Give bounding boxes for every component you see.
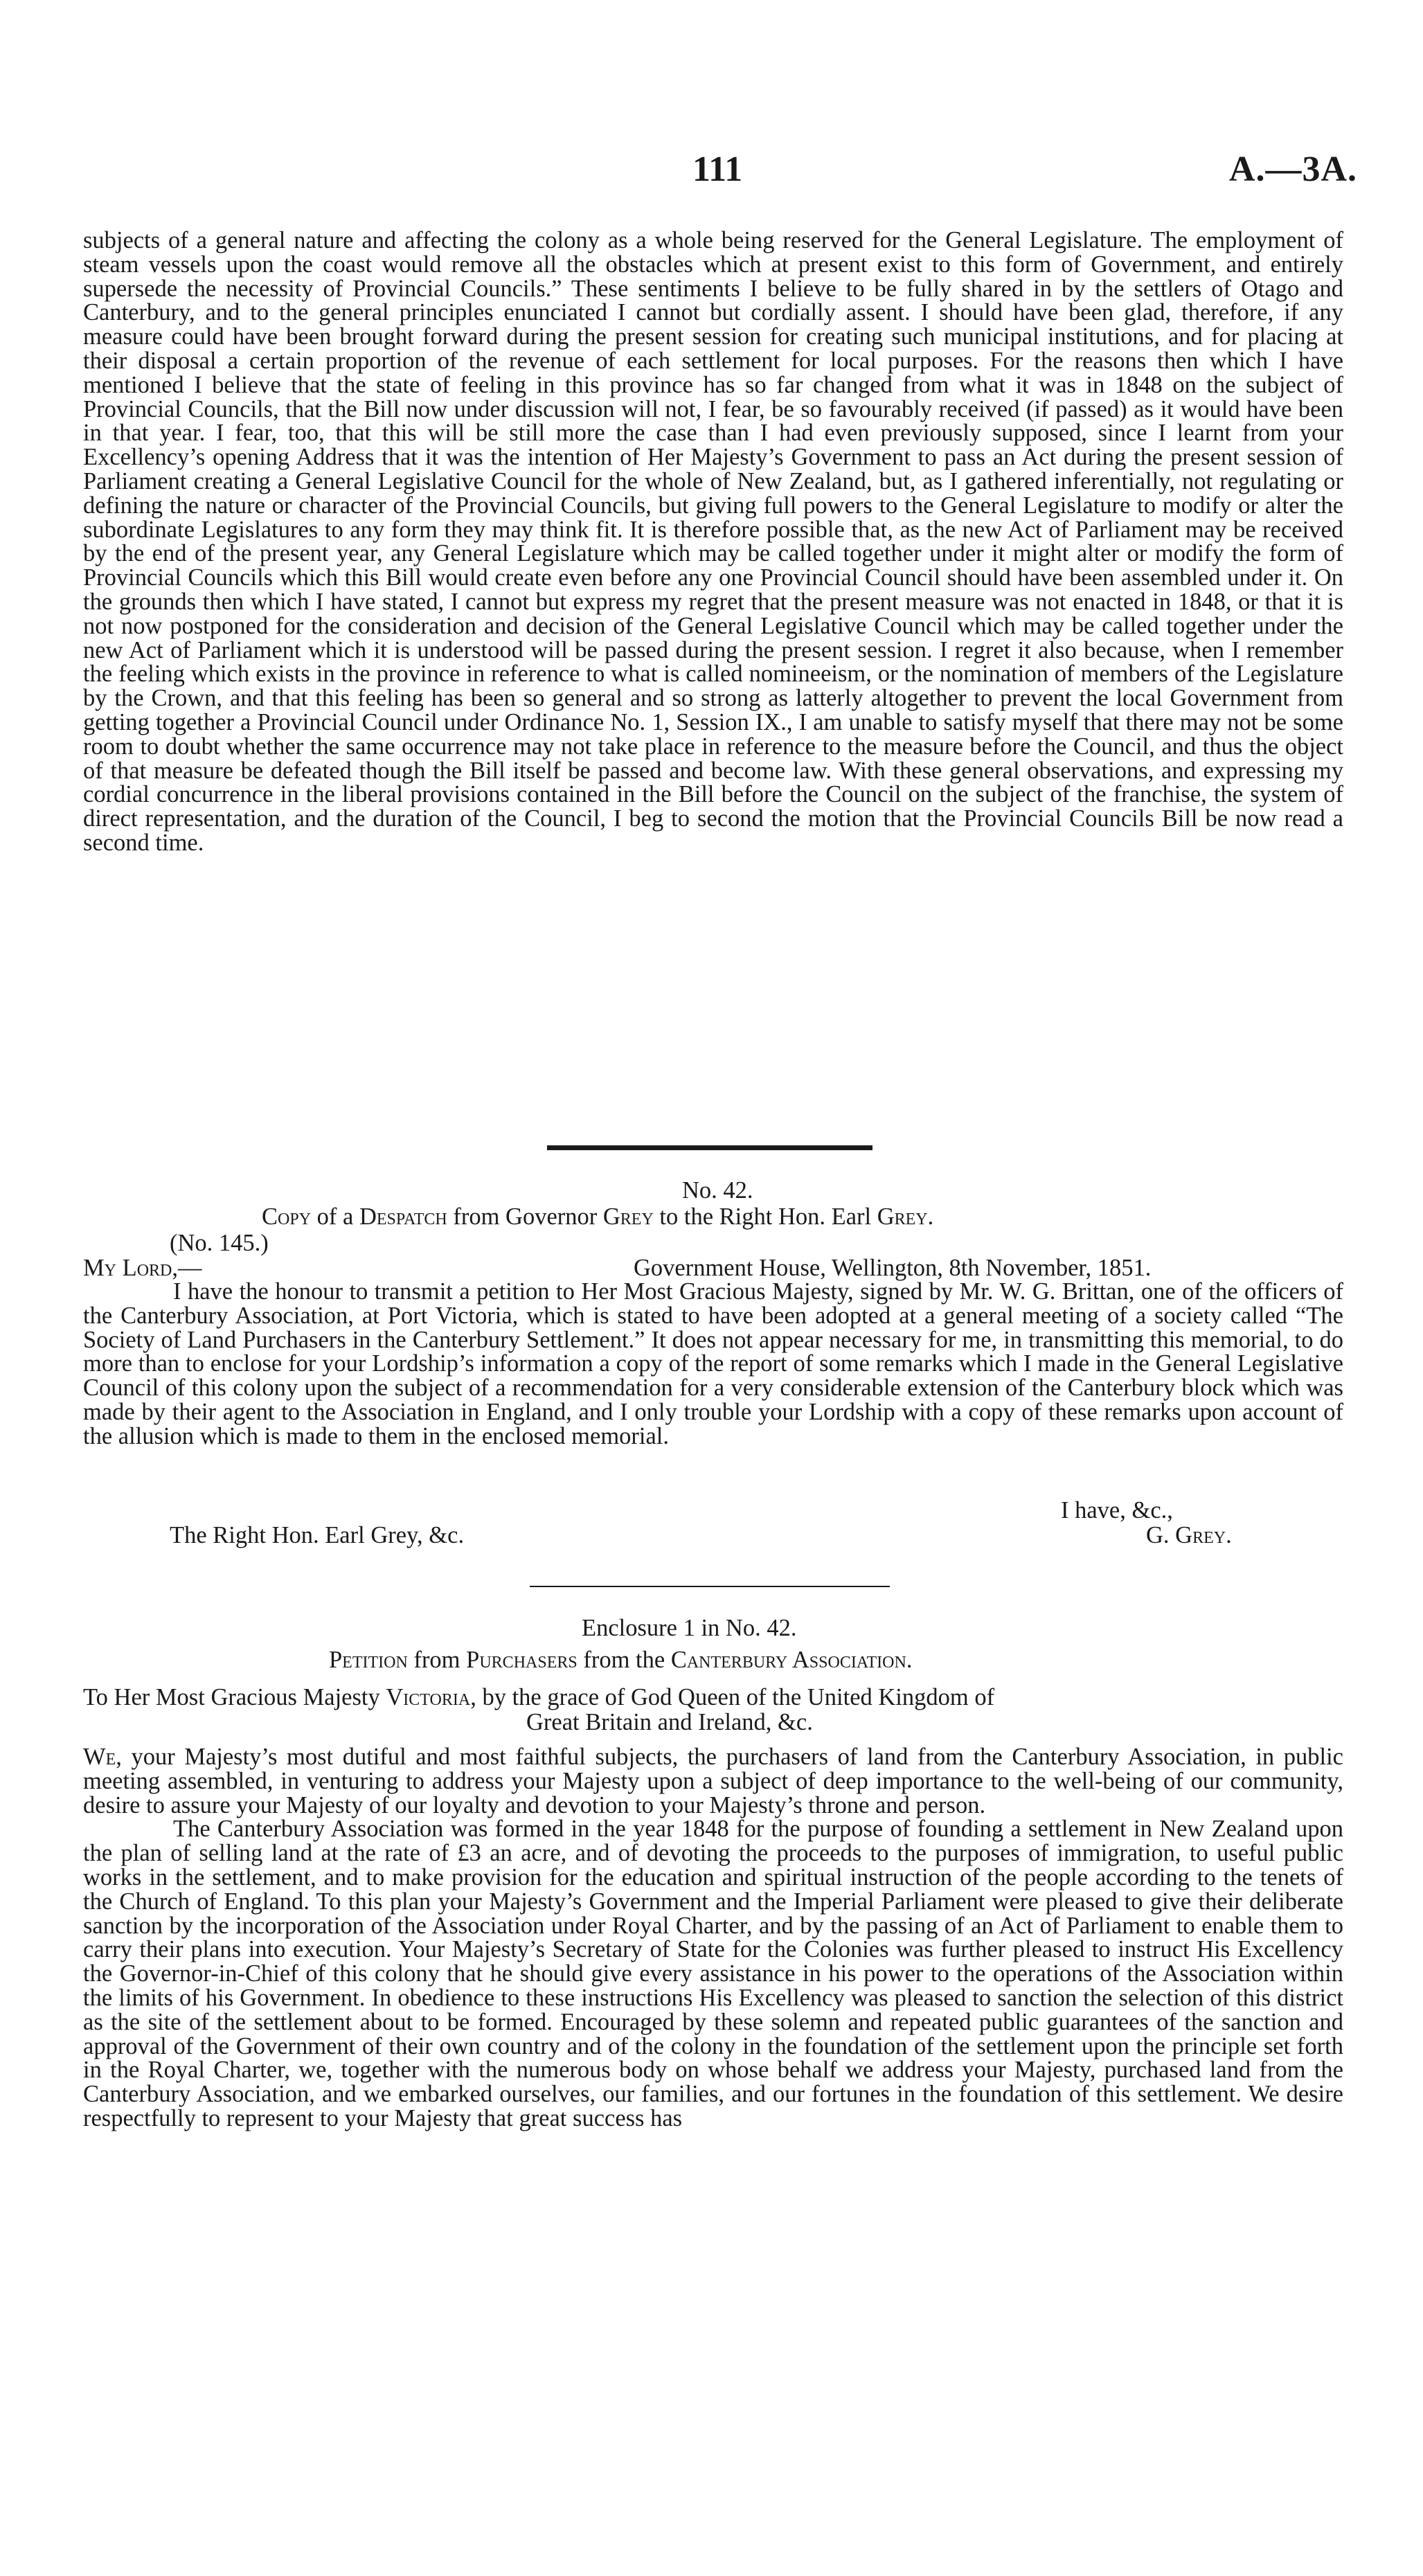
page-header bbox=[0, 149, 1423, 197]
petition-address-post: , by the grace of God Queen of the United Kingdom of bbox=[470, 1684, 995, 1710]
despatch-number: No. 42. bbox=[682, 1177, 753, 1204]
despatch-title bbox=[262, 1204, 933, 1231]
enclosure-title-the: from the bbox=[583, 1647, 665, 1673]
despatch-closing: I have, &c., bbox=[1061, 1497, 1173, 1523]
petition-body-section bbox=[83, 1745, 1343, 2131]
petition-we: We bbox=[83, 1744, 116, 1770]
despatch-title-despatch: Despatch bbox=[359, 1204, 447, 1230]
page-number: 111 bbox=[692, 150, 743, 189]
enclosure-title-from: from bbox=[413, 1647, 460, 1673]
despatch-addressee: The Right Hon. Earl Grey, &c. bbox=[170, 1522, 465, 1548]
despatch-title-to: to the Right Hon. Earl bbox=[659, 1204, 872, 1230]
despatch-title-of-a: of a bbox=[316, 1204, 354, 1230]
section-divider-thin bbox=[530, 1586, 890, 1587]
paper-reference: A.—3A. bbox=[1228, 150, 1357, 189]
petition-address-pre: To Her Most Gracious Majesty bbox=[83, 1684, 380, 1710]
enclosure-title-petition: Petition bbox=[329, 1647, 408, 1673]
opening-section bbox=[83, 229, 1343, 855]
enclosure-title-association: Canterbury Association. bbox=[670, 1647, 913, 1673]
petition-paragraph-1-text: , your Majesty’s most dutiful and most faithful subjects, the purchasers of land from the Canterbury Association, in public meeting assembled, in venturing to address your Majesty upon a subject of deep importance to the well-being of our community, desire to assure your Majesty of our loyalty and devotion to your Majesty’s throne and person. bbox=[83, 1744, 1343, 1818]
despatch-title-grey: Grey bbox=[602, 1204, 654, 1230]
despatch-ref-number: (No. 145.) bbox=[170, 1230, 269, 1256]
petition-address-line-2: Great Britain and Ireland, &c. bbox=[526, 1709, 813, 1735]
enclosure-heading: Enclosure 1 in No. 42. bbox=[582, 1615, 797, 1641]
despatch-body-section bbox=[83, 1280, 1343, 1449]
despatch-place-date: Government House, Wellington, 8th November, 1851. bbox=[634, 1255, 1152, 1281]
petition-address-victoria: Victoria bbox=[386, 1684, 471, 1710]
despatch-title-from: from Governor bbox=[453, 1204, 598, 1230]
despatch-signature: G. Grey. bbox=[1146, 1522, 1232, 1548]
despatch-salutation: My Lord,— bbox=[83, 1255, 202, 1281]
despatch-body: I have the honour to transmit a petition to Her Most Gracious Majesty, signed by Mr. W. G. Brittan, one of the officers of the Canterbury Association, at Port Victoria, which is stated to have been adopted at a general meeting of a society called “The Society of Land Purchasers in the Canterbury Settlement.” It does not appear necessary for me, in transmitting this memorial, to do more than to enclose for your Lordship’s information a copy of the report of some remarks which I made in the General Legislative Council of this colony upon the subject of a recommendation for a very considerable extension of the Canterbury block which was made by their agent to the Association in England, and I only trouble your Lordship with a copy of these remarks upon account of the allusion which is made to them in the enclosed memorial. bbox=[83, 1278, 1343, 1449]
petition-address-line-1 bbox=[83, 1684, 994, 1711]
petition-paragraph-2: The Canterbury Association was formed in the year 1848 for the purpose of founding a settlement in New Zealand upon the plan of selling land at the rate of £3 an acre, and of devoting the proceeds to the purposes of immigration, to useful public works in the settlement, and to make provision for the education and spiritual instruction of the people according to the tenets of the Church of England. To this plan your Majesty’s Government and the Imperial Parliament were pleased to give their deliberate sanction by the incorporation of the Association under Royal Charter, and by the passing of an Act of Parliament to enable them to carry their plans into execution. Your Majesty’s Secretary of State for the Colonies was further pleased to instruct His Excellency the Governor-in-Chief of this colony that he should give every assistance in his power to the operations of the Association within the limits of his Government. In obedience to these instructions His Excellency was pleased to sanction the selection of this district as the site of the settlement about to be formed. Encouraged by these solemn and repeated public guarantees of the sanction and approval of the Government of their own country and of the colony in the foundation of the settlement upon the principle set forth in the Royal Charter, we, together with the numerous body on whose behalf we address your Majesty, purchased land from the Canterbury Association, and we embarked ourselves, our families, and our fortunes in the foundation of this settlement. We desire respectfully to represent to your Majesty that great success has bbox=[83, 1816, 1343, 2131]
enclosure-title bbox=[329, 1647, 912, 1674]
enclosure-title-purchasers: Purchasers bbox=[466, 1647, 578, 1673]
despatch-title-copy: Copy bbox=[262, 1204, 312, 1230]
opening-paragraph: subjects of a general nature and affecting the colony as a whole being reserved for the General Legislature. The employment of steam vessels upon the coast would remove all the obstacles which at present exist to this form of Government, and entirely supersede the necessity of Provincial Councils.” These sentiments I believe to be fully shared in by the settlers of Otago and Canterbury, and to the general principles enunciated I cannot but cordially assent. I should have been glad, therefore, if any measure could have been brought forward during the present session for creating such municipal institutions, and for placing at their disposal a certain proportion of the revenue of each settlement for local purposes. For the reasons then which I have mentioned I believe that the state of feeling in this province has so far changed from what it was in 1848 on the subject of Provincial Councils, that the Bill now under discussion will not, I fear, be so favourably received (if passed) as it would have been in that year. I fear, too, that this will be still more the case than I had even previously supposed, since I learnt from your Excellency’s opening Address that it was the intention of Her Majesty’s Government to pass an Act during the present session of Parliament creating a General Legislative Council for the whole of New Zealand, but, as I gathered inferentially, not regulating or defining the nature or character of the Provincial Councils, but giving full powers to the General Legislature to modify or alter the subordinate Legislatures to any form they may think fit. It is therefore possible that, as the new Act of Parliament may be received by the end of the present year, any General Legislature which may be called together under it might alter or modify the form of Provincial Councils which this Bill would create even before any one Provincial Council should have been assembled under it. On the grounds then which I have stated, I cannot but express my regret that the present measure was not enacted in 1848, or that it is not now postponed for the consideration and decision of the General Legislative Council which may be called together under the new Act of Parliament which it is understood will be passed during the present session. I regret it also because, when I remember the feeling which exists in the province in reference to what is called nomineeism, or the nomination of members of the Legislature by the Crown, and that this feeling has been so general and so strong as latterly altogether to prevent the local Government from getting together a Provincial Council under Ordinance No. 1, Session IX., I am unable to satisfy myself that there may not be some room to doubt whether the same occurrence may not take place in reference to the measure before the Council, and thus the object of that measure be defeated though the Bill itself be passed and become law. With these general observations, and expressing my cordial concurrence in the liberal provisions contained in the Bill before the Council on the subject of the franchise, the system of direct representation, and the duration of the Council, I beg to second the motion that the Provincial Councils Bill be now read a second time. bbox=[83, 227, 1343, 856]
despatch-title-grey-2: Grey. bbox=[877, 1204, 934, 1230]
section-divider-thick bbox=[547, 1145, 872, 1150]
petition-paragraph-1 bbox=[83, 1745, 1343, 1817]
